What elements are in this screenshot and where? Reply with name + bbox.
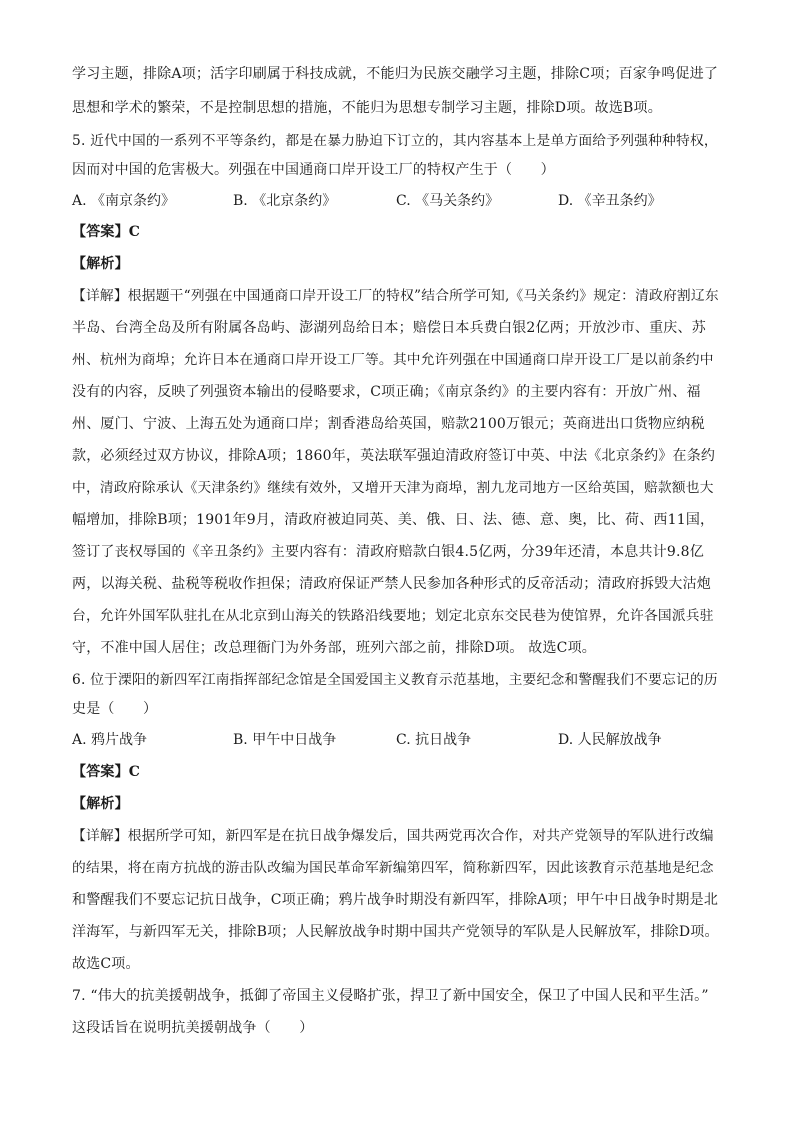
explanation-line: 中，清政府除承认《天津条约》继续有效外，又增开天津为商埠，割九龙司地方一区给英国，赔款额也大: [72, 480, 714, 496]
explanation-line: 签订了丧权辱国的《辛丑条约》主要内容有：清政府赔款白银4.5亿两，分39年还清，本息共计9.8亿: [72, 544, 704, 560]
option-d: D. 《辛丑条约》: [558, 193, 662, 209]
question-7-stem: 这段话旨在说明抗美援朝战争（ ）: [72, 1020, 314, 1036]
explanation-line: 故选C项。: [72, 956, 140, 972]
explanation-line: 两，以海关税、盐税等税收作担保；清政府保证严禁人民参加各种形式的反帝活动；清政府拆毁大沽炮: [72, 576, 711, 592]
option-a: A. 《南京条约》: [72, 193, 176, 209]
explanation-line: 没有的内容，反映了列强资本输出的侵略要求，C项正确；《南京条约》的主要内容有：开放广州、福: [72, 384, 701, 400]
question-6-stem: 6. 位于溧阳的新四军江南指挥部纪念馆是全国爱国主义教育示范基地，主要纪念和警醒我们不要忘记的历: [72, 672, 718, 688]
explanation-line: 【详解】根据题干“列强在中国通商口岸开设工厂的特权”结合所学可知,《马关条约》规定：清政府割辽东: [72, 288, 719, 304]
text-line: 学习主题，排除A项；活字印刷属于科技成就，不能归为民族交融学习主题，排除C项；百家争鸣促进了: [72, 66, 719, 82]
option-a: A. 鸦片战争: [72, 732, 148, 748]
option-c: C. 抗日战争: [396, 732, 472, 748]
explanation-line: 和警醒我们不要忘记抗日战争，C项正确；鸦片战争时期没有新四军，排除A项；甲午中日战争时期是北: [72, 892, 719, 908]
question-5-stem: 5. 近代中国的一系列不平等条约，都是在暴力胁迫下订立的，其内容基本上是单方面给予列强种种特权，: [72, 133, 718, 149]
explanation-line: 洋海军，与新四军无关，排除B项；人民解放战争时期中国共产党领导的军队是人民解放军，排除D项。: [72, 924, 719, 940]
analysis-label: 【解析】: [72, 796, 129, 812]
option-c: C. 《马关条约》: [396, 193, 500, 209]
explanation-line: 台，允许外国军队驻扎在从北京到山海关的铁路沿线要地；划定北京东交民巷为使馆界，允许各国派兵驻: [72, 608, 714, 624]
question-7-stem: 7. “伟大的抗美援朝战争，抵御了帝国主义侵略扩张，捍卫了新中国安全，保卫了中国人民和平生活。”: [72, 988, 709, 1004]
explanation-line: 【详解】根据所学可知，新四军是在抗日战争爆发后，国共两党再次合作，对共产党领导的军队进行改编: [72, 828, 714, 844]
question-6-options: [72, 730, 732, 750]
question-5-options: [72, 191, 732, 211]
explanation-line: 半岛、台湾全岛及所有附属各岛屿、澎湖列岛给日本；赔偿日本兵费白银2亿两；开放沙市、重庆、苏: [72, 320, 706, 336]
option-b: B. 甲午中日战争: [233, 732, 337, 748]
explanation-line: 州、厦门、宁波、上海五处为通商口岸；割香港岛给英国，赔款2100万银元；英商进出口货物应纳税: [72, 416, 705, 432]
analysis-label: 【解析】: [72, 256, 129, 272]
option-b: B. 《北京条约》: [233, 193, 337, 209]
explanation-line: 幅增加，排除B项；1901年9月，清政府被迫同英、美、俄、日、法、德、意、奥，比、荷、西11国，: [72, 512, 715, 528]
question-6-stem: 史是（ ）: [72, 701, 158, 717]
explanation-line: 守，不准中国人居住；改总理衙门为外务部，班列六部之前，排除D项。 故选C项。: [72, 640, 596, 656]
question-5-stem: 因而对中国的危害极大。列强在中国通商口岸开设工厂的特权产生于（ ）: [72, 162, 555, 178]
explanation-line: 款，必须经过双方协议，排除A项；1860年，英法联军强迫清政府签订中英、中法《北京条约》在条约: [72, 448, 716, 464]
option-d: D. 人民解放战争: [558, 732, 662, 748]
text-line: 思想和学术的繁荣，不是控制思想的措施，不能归为思想专制学习主题，排除D项。故选B项。: [72, 100, 662, 116]
explanation-line: 的结果，将在南方抗战的游击队改编为国民革命军新编第四军，简称新四军，因此该教育示范基地是纪念: [72, 860, 714, 876]
answer-label: 【答案】C: [72, 764, 141, 780]
answer-label: 【答案】C: [72, 224, 141, 240]
explanation-line: 州、杭州为商埠；允许日本在通商口岸开设工厂等。其中允许列强在中国通商口岸开设工厂是以前条约中: [72, 352, 714, 368]
